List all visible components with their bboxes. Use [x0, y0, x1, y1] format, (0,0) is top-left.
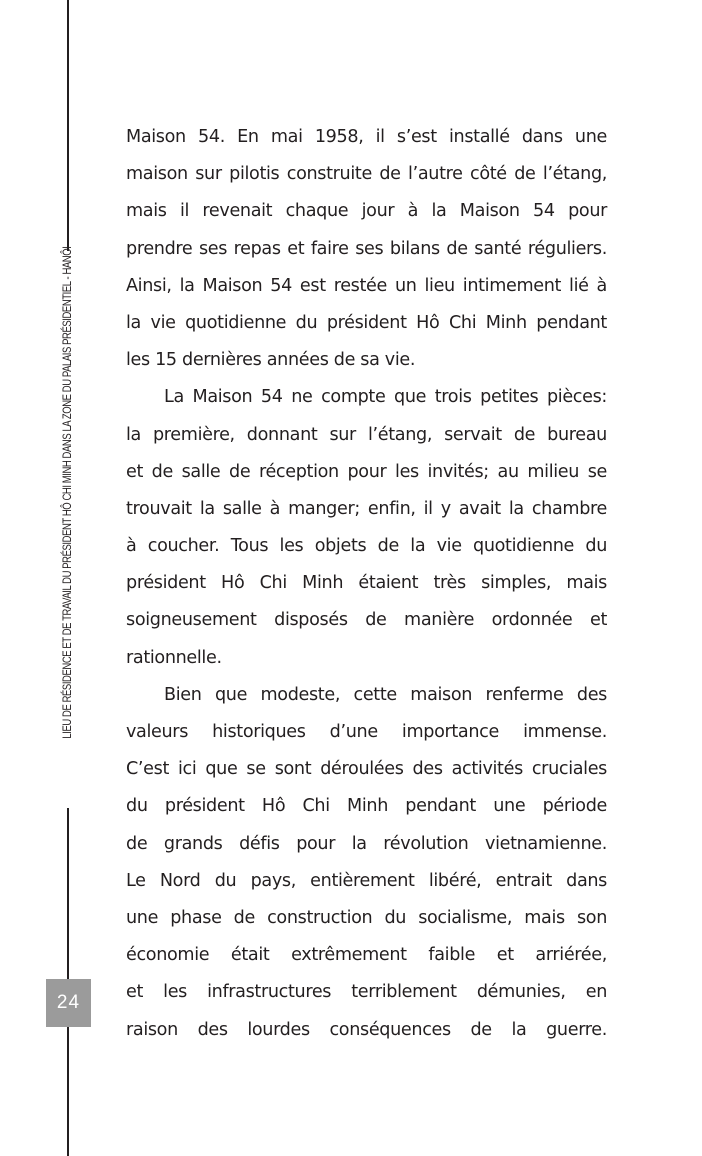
- text-line: valeurs historiques d’une importance immense.: [126, 722, 607, 742]
- paragraph-1: [126, 119, 607, 379]
- text-line: Bien que modeste, cette maison renferme des: [164, 684, 607, 705]
- text-line: président Hô Chi Minh étaient très simples, mais: [126, 573, 607, 594]
- text-line: mais il revenait chaque jour à la Maison 54 pour: [126, 201, 607, 222]
- running-head-text: LIEU DE RÉSIDENCE ET DE TRAVAIL DU PRÉSIDENT HÔ CHI MINH DANS LA ZONE DU PALAIS PRÉSIDENTIEL - HANÔI: [60, 246, 74, 739]
- page-number-box: [46, 979, 91, 1027]
- text-line: du président Hô Chi Minh pendant une période: [126, 796, 607, 817]
- margin-rule-bottom: [67, 1027, 69, 1156]
- text-line: trouvait la salle à manger; enfin, il y avait la chambre: [126, 498, 607, 519]
- paragraph-3: [126, 677, 607, 1049]
- running-head: [60, 248, 74, 808]
- text-line: la première, donnant sur l’étang, servait de bureau: [126, 424, 607, 445]
- margin-rule-middle: [67, 808, 69, 979]
- text-line: et les infrastructures terriblement démunies, en: [126, 982, 607, 1003]
- text-line: C’est ici que se sont déroulées des activités cruciales: [126, 759, 607, 780]
- text-line: les 15 dernières années de sa vie.: [126, 350, 416, 371]
- text-line: Ainsi, la Maison 54 est restée un lieu intimement lié à: [126, 275, 607, 296]
- text-line: une phase de construction du socialisme, mais son: [126, 907, 607, 928]
- text-line: maison sur pilotis construite de l’autre côté de l’étang,: [126, 164, 607, 185]
- page-number: 24: [56, 992, 81, 1013]
- text-line: la vie quotidienne du président Hô Chi Minh pendant: [126, 312, 607, 333]
- body-text: [126, 119, 607, 1049]
- text-line: rationnelle.: [126, 647, 222, 668]
- text-line: soigneusement disposés de manière ordonnée et: [126, 610, 607, 631]
- text-line: prendre ses repas et faire ses bilans de santé réguliers.: [126, 238, 607, 259]
- text-line: économie était extrêmement faible et arriérée,: [126, 945, 607, 966]
- text-line: raison des lourdes conséquences de la guerre.: [126, 1019, 607, 1040]
- margin-rule-top: [67, 0, 69, 251]
- text-line: Le Nord du pays, entièrement libéré, entrait dans: [126, 870, 607, 891]
- text-line: à coucher. Tous les objets de la vie quotidienne du: [126, 536, 607, 557]
- paragraph-2: [126, 379, 607, 677]
- text-line: La Maison 54 ne compte que trois petites pièces:: [164, 387, 607, 408]
- text-line: Maison 54. En mai 1958, il s’est installé dans une: [126, 127, 607, 147]
- text-line: de grands défis pour la révolution vietnamienne.: [126, 833, 607, 854]
- text-line: et de salle de réception pour les invités; au milieu se: [126, 461, 607, 482]
